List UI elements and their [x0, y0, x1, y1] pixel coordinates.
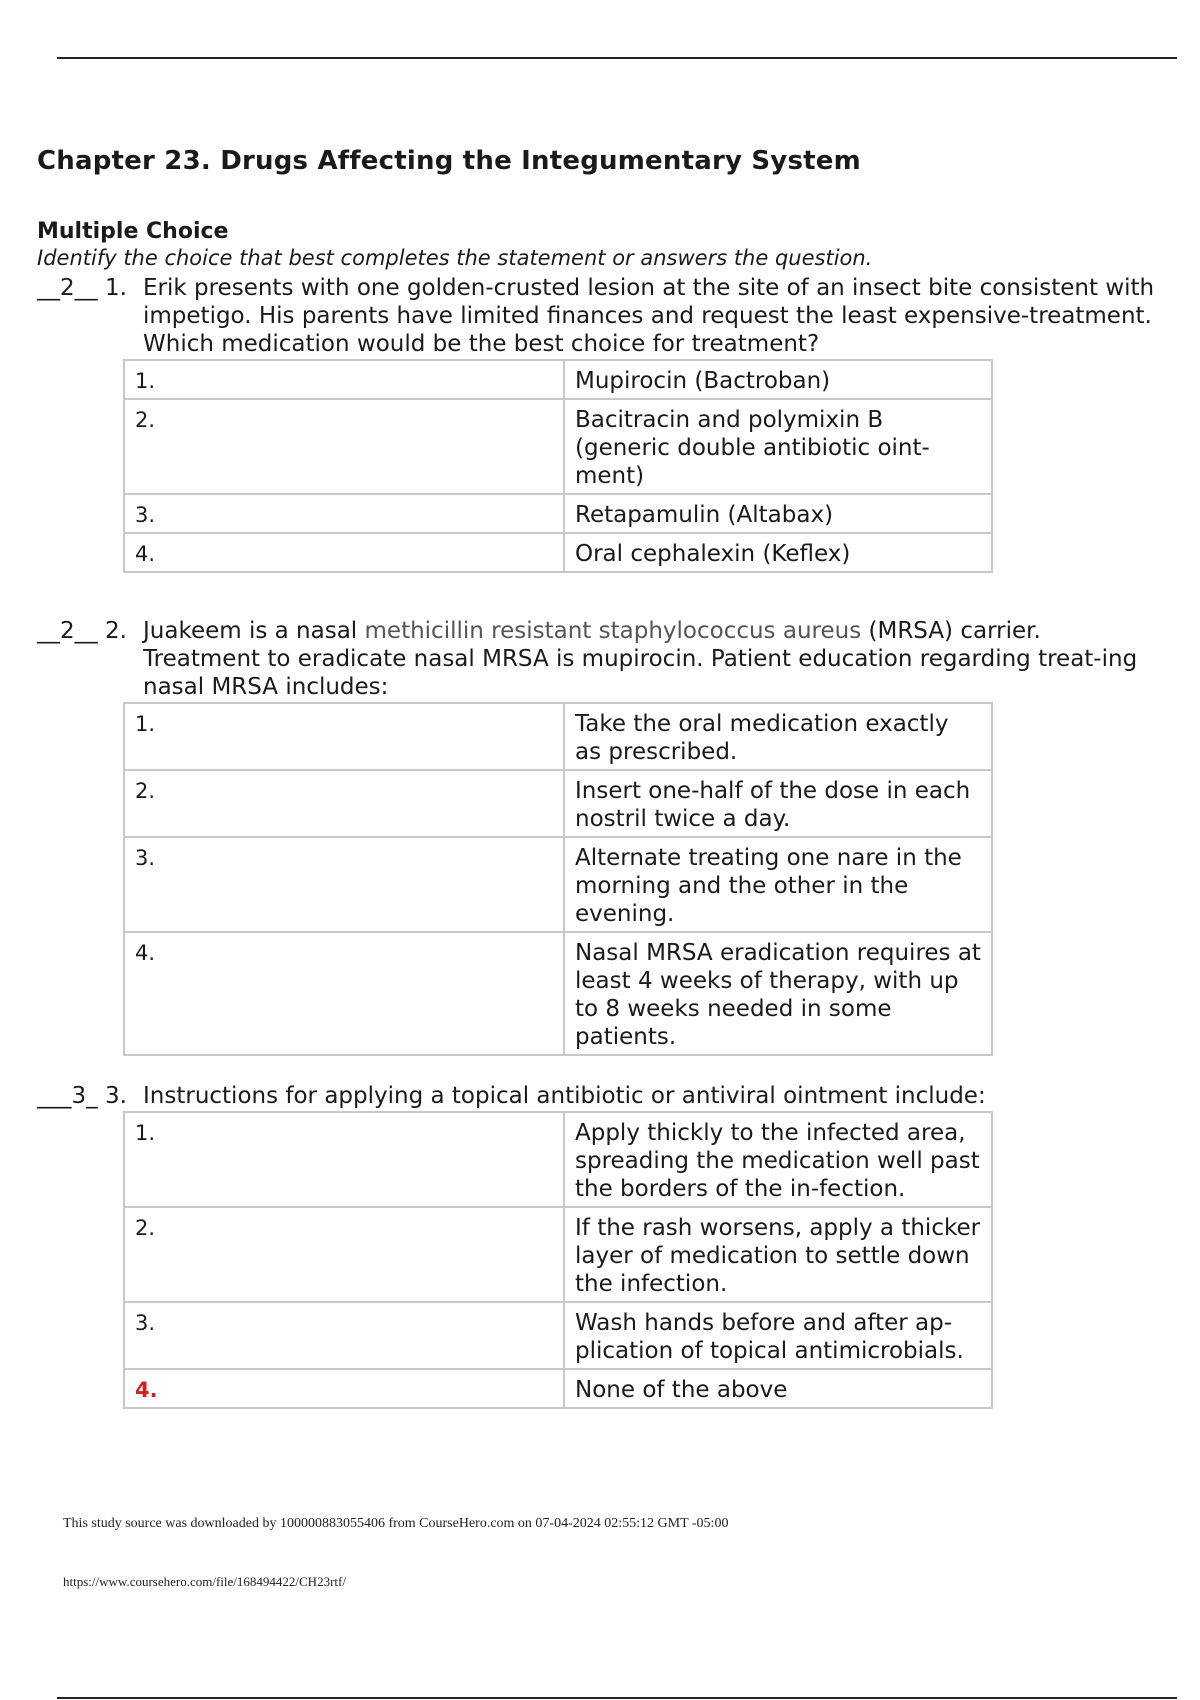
- section-instructions: Identify the choice that best completes the statement or answers the question.: [37, 246, 873, 270]
- option-text: None of the above: [564, 1369, 992, 1408]
- option-number: 2.: [124, 399, 564, 494]
- footer-url: https://www.coursehero.com/file/168494422/CH23rtf/: [63, 1574, 346, 1589]
- question-1-text: Erik presents with one golden-crusted lesion at the site of an insect bite consistent with impetigo. His parents have limited finances and request the least expensive-treatment. Which medication would be the best choice for treatment?: [143, 275, 1155, 357]
- question-3-text: Instructions for applying a topical antibiotic or antiviral ointment include:: [143, 1083, 986, 1109]
- question-1: [37, 274, 1167, 573]
- question-3-stem: [37, 1082, 1167, 1110]
- question-1-options-table: [123, 359, 993, 573]
- question-2: [37, 617, 1167, 1056]
- question-3: [37, 1082, 1167, 1409]
- table-row: [124, 1369, 992, 1408]
- option-text: Oral cephalexin (Keflex): [564, 533, 992, 572]
- top-rule: [57, 57, 1177, 59]
- chapter-title: Chapter 23. Drugs Affecting the Integumentary System: [37, 146, 861, 176]
- option-text: Insert one-half of the dose in each nostril twice a day.: [564, 770, 992, 837]
- option-text: Apply thickly to the infected area, spreading the medication well past the borders of the in-fection.: [564, 1112, 992, 1207]
- table-row: [124, 1112, 992, 1207]
- question-2-answer-blank: __2__: [37, 618, 98, 644]
- option-text: Alternate treating one nare in the morning and the other in the evening.: [564, 837, 992, 932]
- table-row: [124, 399, 992, 494]
- question-3-answer-blank: ___3_: [37, 1083, 98, 1109]
- option-number: 3.: [124, 494, 564, 533]
- question-1-stem: [37, 274, 1167, 358]
- option-number: 2.: [124, 770, 564, 837]
- bottom-rule: [57, 1697, 1177, 1699]
- option-number: 3.: [124, 1302, 564, 1369]
- option-number: 1.: [124, 1112, 564, 1207]
- option-number: 1.: [124, 703, 564, 770]
- question-2-options-table: [123, 702, 993, 1056]
- option-text: Nasal MRSA eradication requires at least 4 weeks of therapy, with up to 8 weeks needed in some patients.: [564, 932, 992, 1055]
- table-row: [124, 1302, 992, 1369]
- question-2-text-end: (MRSA) carrier. Treatment to eradicate nasal MRSA is mupirocin. Patient education regarding treat-ing nasal MRSA includes:: [143, 618, 1138, 700]
- option-text: Wash hands before and after ap-plication of topical antimicrobials.: [564, 1302, 992, 1369]
- option-text: If the rash worsens, apply a thicker layer of medication to settle down the infection.: [564, 1207, 992, 1302]
- option-text: Take the oral medication exactly as prescribed.: [564, 703, 992, 770]
- option-text: Mupirocin (Bactroban): [564, 360, 992, 399]
- option-number: 4.: [124, 932, 564, 1055]
- question-2-text: [143, 617, 1167, 701]
- option-number: 1.: [124, 360, 564, 399]
- option-number: 2.: [124, 1207, 564, 1302]
- question-2-stem: [37, 617, 1167, 701]
- table-row: [124, 932, 992, 1055]
- table-row: [124, 837, 992, 932]
- question-2-text-start: Juakeem is a nasal: [143, 618, 365, 644]
- question-3-options-table: [123, 1111, 993, 1409]
- table-row: [124, 770, 992, 837]
- question-2-number: 2.: [105, 618, 127, 644]
- section-heading: Multiple Choice: [37, 219, 229, 244]
- table-row: [124, 1207, 992, 1302]
- option-number: 4.: [124, 533, 564, 572]
- option-number: 3.: [124, 837, 564, 932]
- option-text: Retapamulin (Altabax): [564, 494, 992, 533]
- table-row: [124, 703, 992, 770]
- table-row: [124, 533, 992, 572]
- question-1-number: 1.: [105, 275, 127, 301]
- table-row: [124, 360, 992, 399]
- option-number-correct: 4.: [124, 1369, 564, 1408]
- question-3-number: 3.: [105, 1083, 127, 1109]
- table-row: [124, 494, 992, 533]
- footer-source-notice: This study source was downloaded by 100000883055406 from CourseHero.com on 07-04-2024 02:55:12 GMT -05:00: [63, 1516, 729, 1531]
- option-text: Bacitracin and polymixin B (generic double antibiotic oint-ment): [564, 399, 992, 494]
- question-1-answer-blank: __2__: [37, 275, 98, 301]
- question-2-text-term: methicillin resistant staphylococcus aureus: [364, 618, 862, 644]
